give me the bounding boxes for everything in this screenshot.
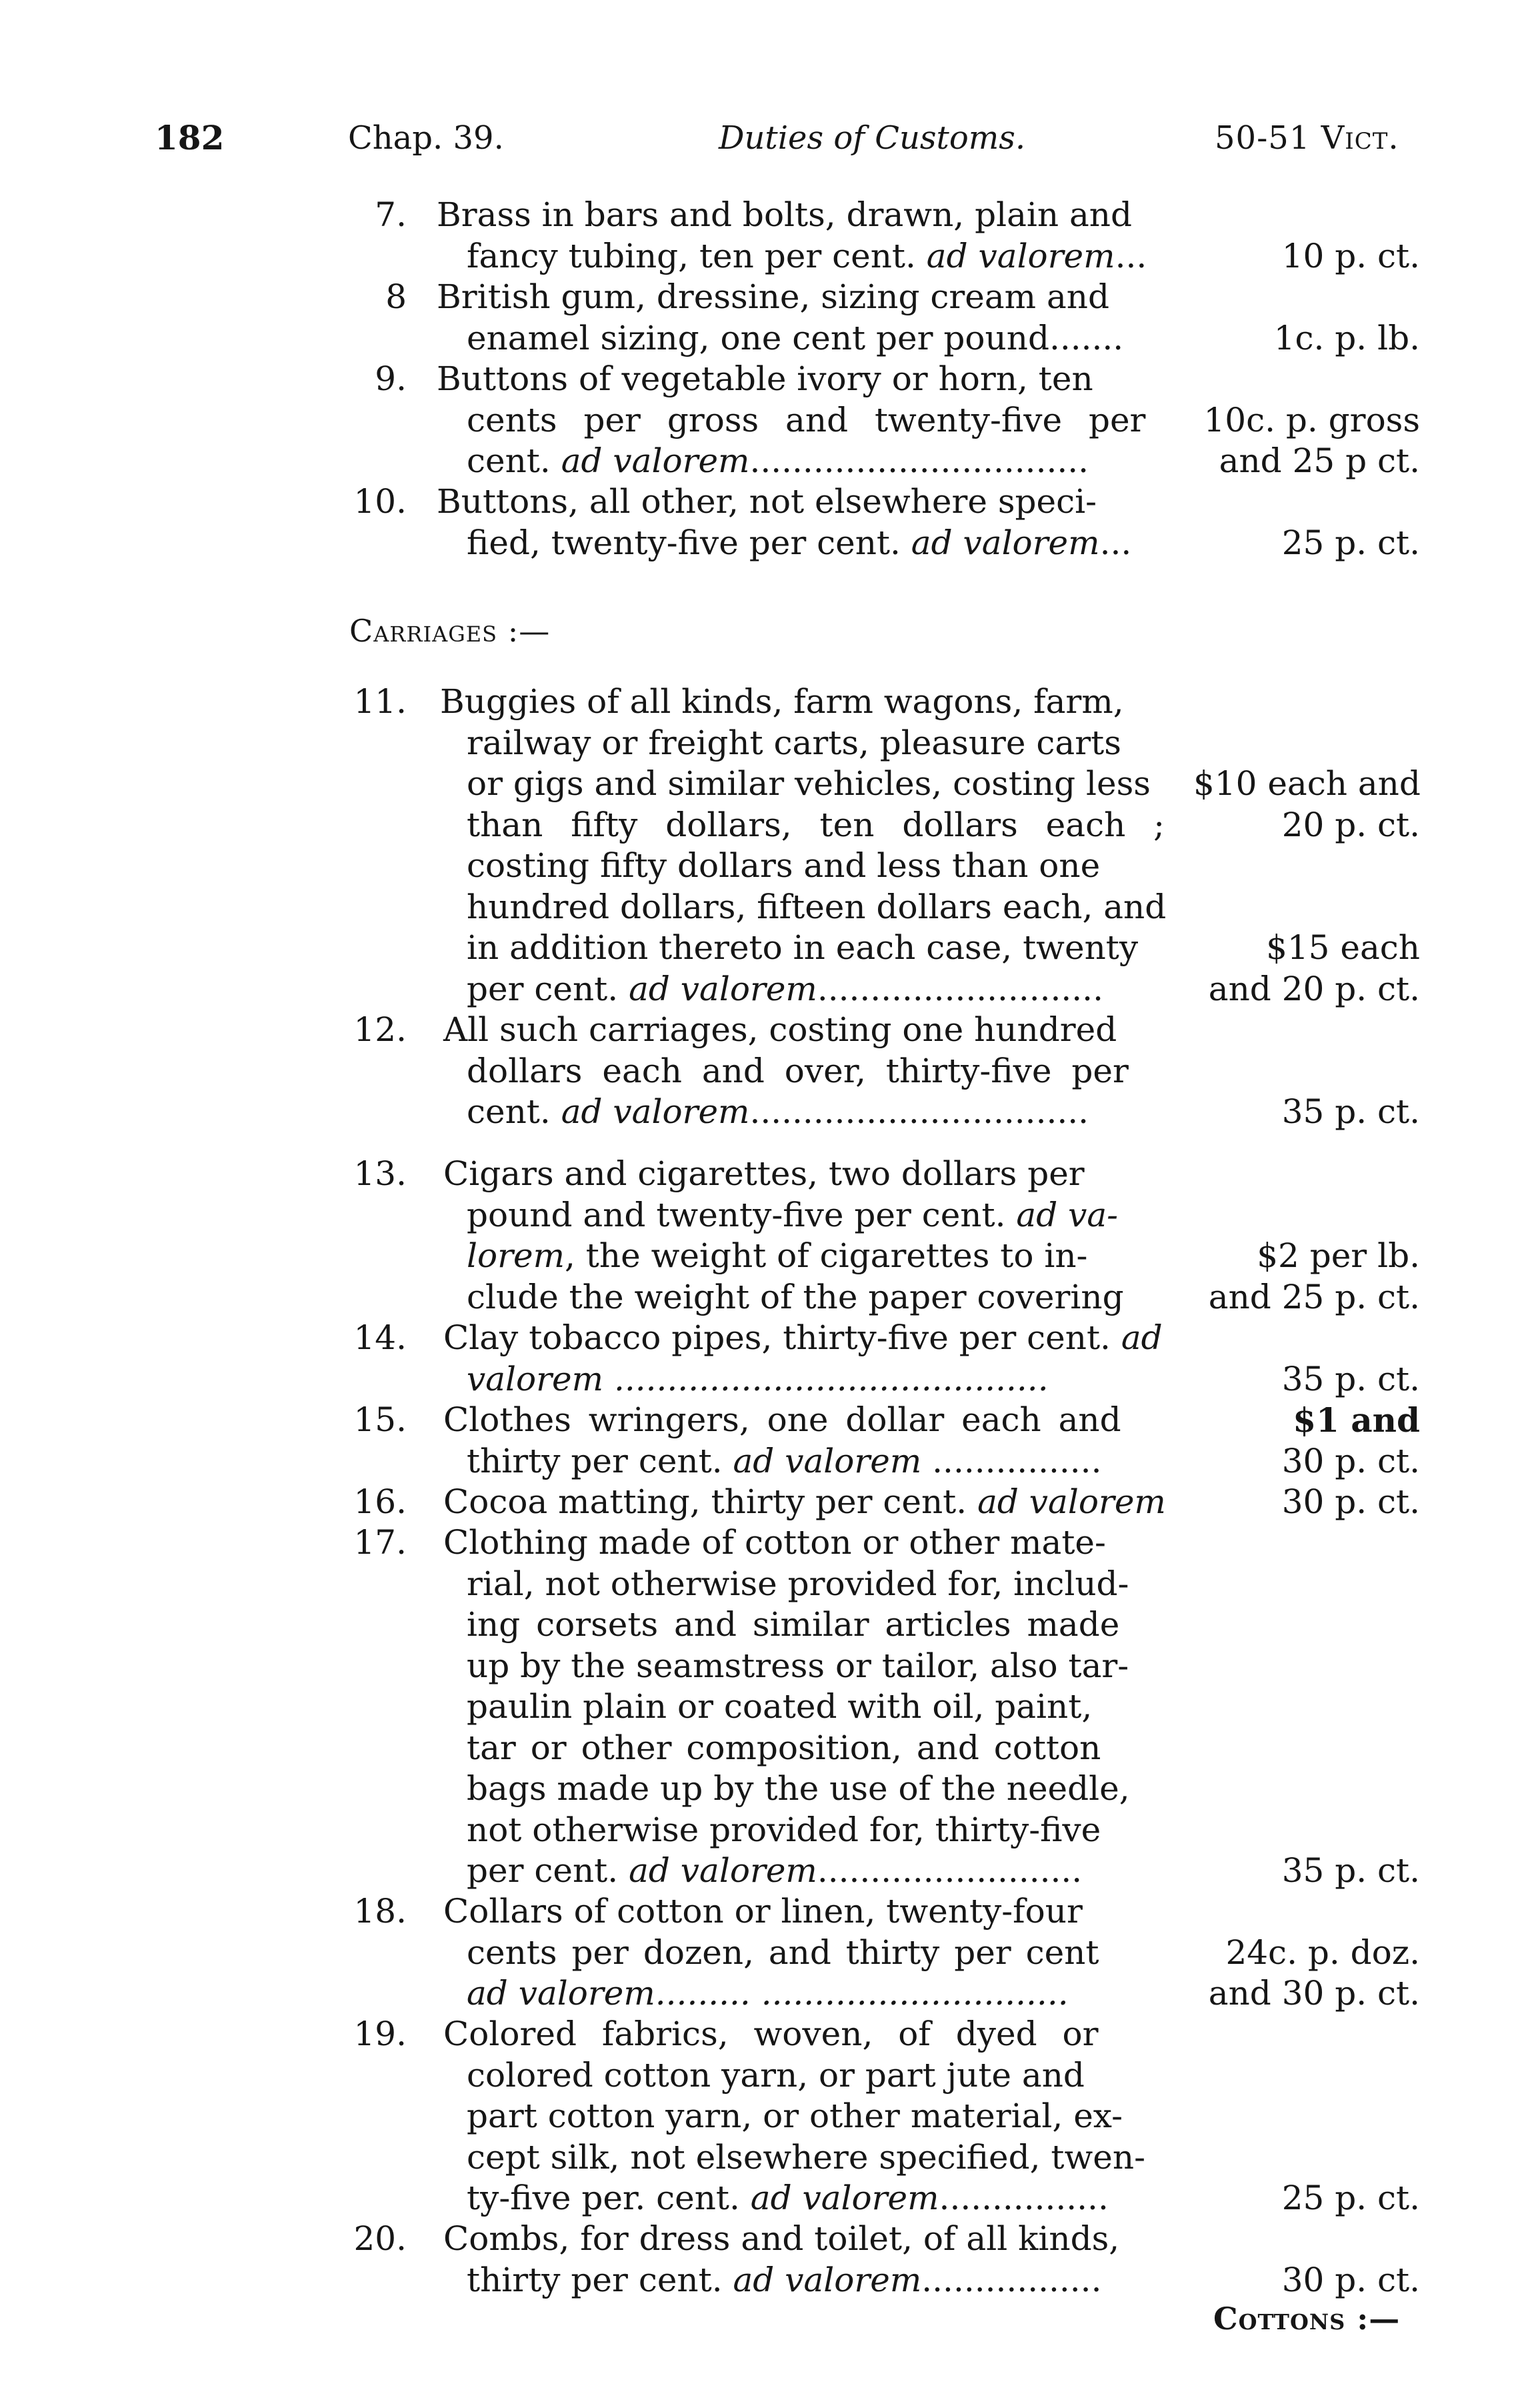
item-number: 7.	[375, 195, 407, 234]
item-number: 14.	[353, 1318, 407, 1357]
item-text-line: thirty per cent. ad valorem.................	[467, 2260, 1102, 2299]
page-number: 182	[155, 118, 225, 157]
item-number: 15.	[353, 1400, 407, 1439]
item-text-line: clude the weight of the paper covering	[467, 1277, 1124, 1316]
item-text-line: Combs, for dress and toilet, of all kinds,	[443, 2219, 1120, 2258]
duty-rate: $2 per lb.	[1257, 1236, 1420, 1275]
item-text-line: cent. ad valorem................................	[467, 441, 1089, 480]
item-number: 12.	[353, 1010, 407, 1049]
duty-rate: 35 p. ct.	[1281, 1851, 1420, 1890]
item-text-line: than fifty dollars, ten dollars each ;	[467, 805, 1165, 844]
reign-label: 50-51 Vict.	[1215, 119, 1399, 157]
item-text-line: pound and twenty-five per cent. ad va-	[467, 1195, 1119, 1234]
duty-rate: $1 and	[1293, 1400, 1420, 1440]
item-text-line: ty-five per. cent. ad valorem................	[467, 2179, 1109, 2217]
item-text-line: not otherwise provided for, thirty-five	[467, 1810, 1101, 1849]
item-text-line: enamel sizing, one cent per pound.......	[467, 318, 1124, 357]
item-text-line: British gum, dressine, sizing cream and	[437, 277, 1109, 316]
item-text-line: cept silk, not elsewhere specified, twen-	[467, 2137, 1145, 2177]
item-text-line: Cocoa matting, thirty per cent. ad valorem	[443, 1482, 1166, 1521]
item-text-line: rial, not otherwise provided for, includ-	[467, 1564, 1129, 1603]
duty-rate: 1c. p. lb.	[1273, 318, 1420, 357]
item-text-line: dollars each and over, thirty-five per	[467, 1051, 1129, 1090]
duty-rate: 10 p. ct.	[1281, 236, 1420, 275]
item-text-line: bags made up by the use of the needle,	[467, 1769, 1130, 1808]
duty-rate: and 25 p ct.	[1219, 441, 1420, 480]
item-text-line: Buttons of vegetable ivory or horn, ten	[437, 359, 1093, 398]
chapter-label: Chap. 39.	[348, 119, 504, 157]
item-text-line: railway or freight carts, pleasure carts	[467, 723, 1121, 762]
item-text-line: tar or other composition, and cotton	[467, 1728, 1101, 1767]
duty-rate: and 20 p. ct.	[1208, 969, 1420, 1008]
page-title: Duties of Customs.	[719, 119, 1026, 157]
item-text-line: or gigs and similar vehicles, costing less	[467, 764, 1151, 803]
duty-rate: 25 p. ct.	[1281, 2179, 1420, 2217]
item-text-line: All such carriages, costing one hundred	[443, 1010, 1117, 1049]
duty-rate: 35 p. ct.	[1281, 1359, 1420, 1398]
item-text-line: paulin plain or coated with oil, paint,	[467, 1687, 1093, 1726]
item-text-line: fancy tubing, ten per cent. ad valorem...	[467, 236, 1147, 275]
duty-rate: and 30 p. ct.	[1208, 1974, 1420, 2013]
item-text-line: fied, twenty-five per cent. ad valorem...	[467, 523, 1132, 562]
item-text-line: cents per gross and twenty-five per	[467, 400, 1146, 439]
item-text-line: Collars of cotton or linen, twenty-four	[443, 1892, 1083, 1931]
item-text-line: lorem, the weight of cigarettes to in-	[467, 1236, 1088, 1275]
item-text-line: costing fifty dollars and less than one	[467, 846, 1101, 885]
item-number: 13.	[353, 1154, 407, 1193]
catchword: Cottons :—	[1213, 2301, 1401, 2337]
item-number: 18.	[353, 1892, 407, 1931]
item-text-line: cents per dozen, and thirty per cent	[467, 1933, 1099, 1972]
duty-rate: $15 each	[1266, 928, 1420, 967]
duty-rate: 30 p. ct.	[1281, 1482, 1420, 1521]
duty-rate: 25 p. ct.	[1281, 523, 1420, 562]
item-text-line: per cent. ad valorem...........................	[467, 969, 1103, 1008]
duty-rate: and 25 p. ct.	[1208, 1277, 1420, 1316]
item-text-line: Colored fabrics, woven, of dyed or	[443, 2015, 1099, 2053]
item-number: 19.	[353, 2015, 407, 2053]
item-text-line: Cigars and cigarettes, two dollars per	[443, 1154, 1085, 1193]
item-number: 11.	[353, 682, 407, 721]
item-number: 16.	[353, 1482, 407, 1521]
duty-rate: 20 p. ct.	[1281, 805, 1420, 844]
item-number: 20.	[353, 2219, 407, 2258]
item-text-line: per cent. ad valorem.........................	[467, 1851, 1083, 1890]
item-text-line: ad valorem......... .............................	[467, 1974, 1069, 2013]
duty-rate: 35 p. ct.	[1281, 1092, 1420, 1131]
duty-rate: 30 p. ct.	[1281, 1441, 1420, 1480]
item-text-line: Buttons, all other, not elsewhere speci-	[437, 482, 1097, 521]
item-text-line: Buggies of all kinds, farm wagons, farm,	[440, 682, 1124, 721]
item-number: 9.	[375, 359, 407, 398]
item-text-line: hundred dollars, fifteen dollars each, and	[467, 887, 1167, 926]
item-text-line: valorem .........................................	[467, 1359, 1049, 1398]
duty-rate: 30 p. ct.	[1281, 2260, 1420, 2299]
item-text-line: Clothing made of cotton or other mate-	[443, 1523, 1106, 1562]
item-text-line: colored cotton yarn, or part jute and	[467, 2055, 1085, 2095]
item-text-line: Clay tobacco pipes, thirty-five per cent. ad	[443, 1318, 1163, 1357]
item-number: 8	[385, 277, 407, 316]
duty-rate: 24c. p. doz.	[1225, 1933, 1420, 1972]
duty-rate: 10c. p. gross	[1203, 400, 1420, 439]
item-text-line: Clothes wringers, one dollar each and	[443, 1400, 1121, 1439]
item-number: 10.	[353, 482, 407, 521]
duty-rate: $10 each and	[1193, 764, 1421, 803]
item-number: 17.	[353, 1523, 407, 1562]
section-heading-carriages: Carriages :—	[349, 613, 551, 649]
item-text-line: Brass in bars and bolts, drawn, plain and	[437, 195, 1132, 234]
item-text-line: cent. ad valorem................................	[467, 1092, 1089, 1131]
item-text-line: part cotton yarn, or other material, ex-	[467, 2097, 1123, 2135]
item-text-line: up by the seamstress or tailor, also tar-	[467, 1646, 1129, 1685]
item-text-line: ing corsets and similar articles made	[467, 1605, 1120, 1644]
item-text-line: in addition thereto in each case, twenty	[467, 928, 1139, 967]
item-text-line: thirty per cent. ad valorem ................	[467, 1441, 1102, 1480]
